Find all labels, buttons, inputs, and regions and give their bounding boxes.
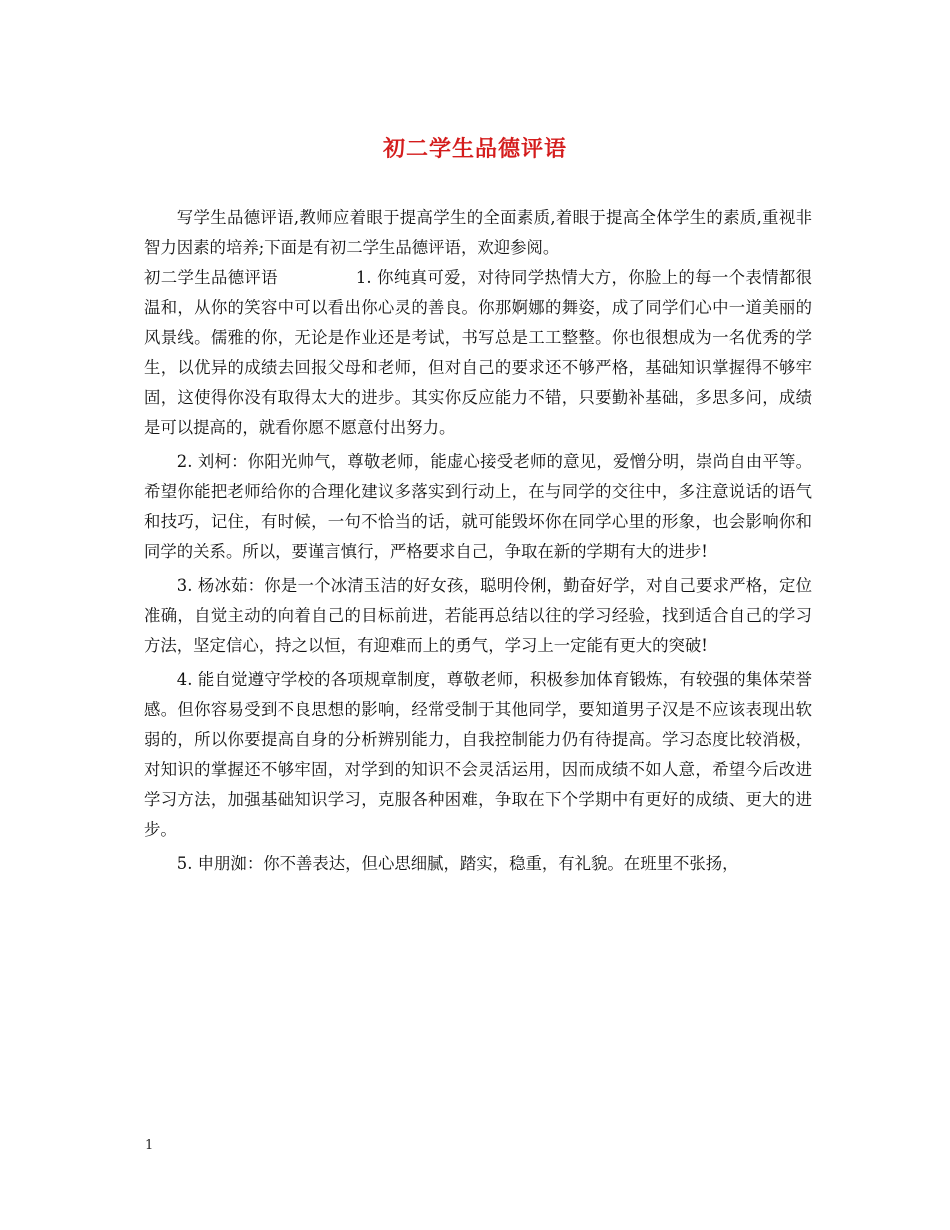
item-number-1: 1. [355,268,372,287]
item-paragraph-3 [144,571,812,661]
item-text-3: 杨冰茹：你是一个冰清玉洁的好女孩，聪明伶俐，勤奋好学，对自己要求严格，定位准确，自觉主动的向着自己的目标前进，若能再总结以往的学习经验，找到适合自己的学习方法，坚定信心，持之以恒，有迎难而上的勇气，学习上一定能有更大的突破! [144,576,813,655]
document-title: 初二学生品德评语 [382,137,567,162]
item-number-3: 3. [176,576,193,595]
intro-paragraph: 写学生品德评语,教师应着眼于提高学生的全面素质,着眼于提高全体学生的素质,重视非智力因素的培养;下面是有初二学生品德评语，欢迎参阅。 [144,208,812,257]
item-text-2: 刘柯：你阳光帅气，尊敬老师，能虚心接受老师的意见，爱憎分明，崇尚自由平等。希望你能把老师给你的合理化建议多落实到行动上，在与同学的交往中，多注意说话的语气和技巧，记住，有时候，一句不恰当的话，就可能毁坏你在同学心里的形象，也会影响你和同学的关系。所以，要谨言慎行，严格要求自己，争取在新的学期有大的进步! [144,452,813,561]
item-number-2: 2. [176,452,193,471]
item-number-4: 4. [176,670,193,689]
item-paragraph-5 [144,849,812,879]
section-heading: 初二学生品德评语 [144,268,278,287]
item-number-5: 5. [176,854,193,873]
item-text-1: 你纯真可爱，对待同学热情大方，你脸上的每一个表情都很温和，从你的笑容中可以看出你心灵的善良。你那婀娜的舞姿，成了同学们心中一道美丽的风景线。儒雅的你，无论是作业还是考试，书写总是工工整整。你也很想成为一名优秀的学生，以优异的成绩去回报父母和老师，但对自己的要求还不够严格，基础知识掌握得不够牢固，这使得你没有取得太大的进步。其实你反应能力不错，只要勤补基础，多思多问，成绩是可以提高的，就看你愿不愿意付出努力。 [144,268,812,437]
item-text-4: 能自觉遵守学校的各项规章制度，尊敬老师，积极参加体育锻炼，有较强的集体荣誉感。但你容易受到不良思想的影响，经常受制于其他同学，要知道男子汉是不应该表现出软弱的，所以你要提高自身的分析辨别能力，自我控制能力仍有待提高。学习态度比较消极，对知识的掌握还不够牢固，对学到的知识不会灵活运用，因而成绩不如人意，希望今后改进学习方法，加强基础知识学习，克服各种困难，争取在下个学期中有更好的成绩、更大的进步。 [144,670,813,839]
item-paragraph-4 [144,665,812,845]
document-body [144,203,812,879]
item-text-5: 申朋洳：你不善表达，但心思细腻，踏实，稳重，有礼貌。在班里不张扬， [197,854,739,873]
page-number: 1 [145,1138,154,1153]
item-paragraph-2 [144,447,812,567]
item-paragraph-1 [144,263,812,443]
